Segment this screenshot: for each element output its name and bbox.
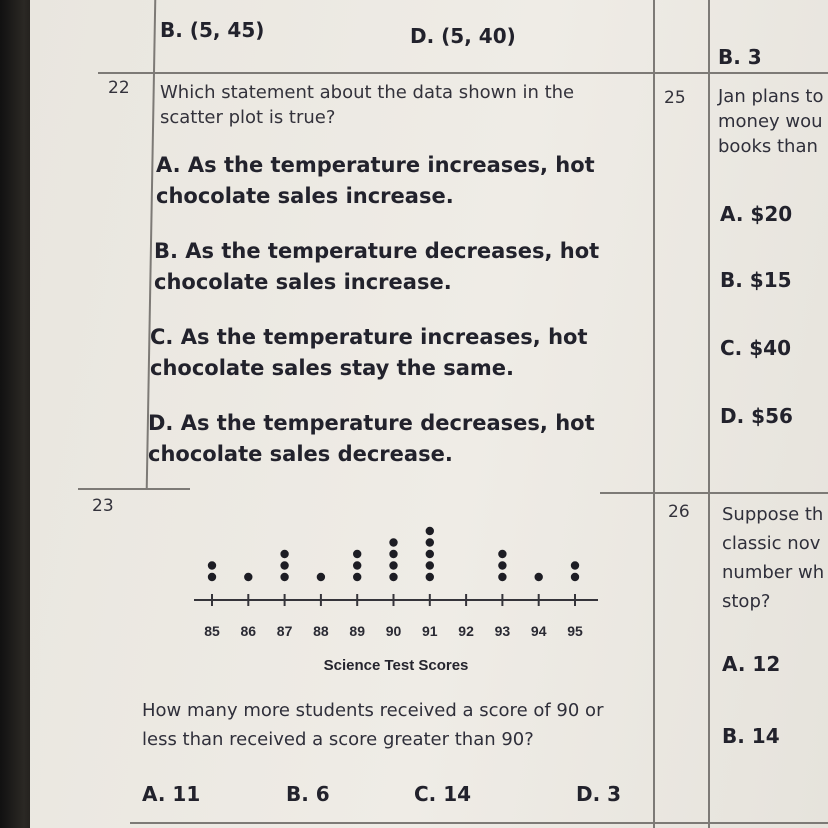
q22-question: Which statement about the data shown in the scatter plot is true? — [160, 82, 575, 128]
tick-label-89: 89 — [349, 623, 365, 639]
q22-option-b[interactable]: B. As the temperature decreases, hot chocolate sales increase. — [154, 239, 600, 294]
row-divider-bottom — [130, 822, 828, 824]
q22-option-c[interactable]: C. As the temperature increases, hot chocolate sales stay the same. — [150, 325, 588, 380]
dot-91-4 — [426, 538, 434, 546]
q22-number: 22 — [108, 78, 130, 98]
dot-90-1 — [389, 573, 397, 581]
tick-label-93: 93 — [494, 623, 511, 639]
q21-choice-b[interactable]: B. (5, 45) — [160, 18, 265, 42]
q22-option-d[interactable]: D. As the temperature decreases, hot chocolate sales decrease. — [148, 411, 595, 466]
column-divider-center — [653, 0, 655, 828]
tick-label-88: 88 — [313, 623, 329, 639]
row-divider-middle-left — [78, 488, 190, 490]
column-divider-right — [708, 0, 710, 828]
tick-label-92: 92 — [458, 623, 474, 639]
q25-text-line-3: books than — [718, 136, 818, 157]
q23-choice-d[interactable]: D. 3 — [576, 782, 622, 806]
dot-93-1 — [498, 573, 506, 581]
q26-number: 26 — [668, 502, 690, 522]
row-divider-middle-right — [600, 492, 828, 494]
dot-87-2 — [280, 561, 288, 569]
q26-text-line-4: stop? — [722, 591, 771, 612]
dot-87-3 — [280, 550, 288, 558]
q22-option-a[interactable]: A. As the temperature increases, hot chocolate sales increase. — [156, 153, 595, 208]
q23-choice-b[interactable]: B. 6 — [286, 782, 330, 806]
q23-choice-c[interactable]: C. 14 — [414, 782, 472, 806]
dot-91-5 — [426, 527, 434, 535]
dot-95-1 — [571, 573, 579, 581]
science-scores-dot-plot — [180, 490, 620, 690]
x-axis-label: Science Test Scores — [323, 657, 469, 674]
dot-85-1 — [208, 573, 216, 581]
tick-label-86: 86 — [240, 623, 257, 639]
tick-label-94: 94 — [530, 623, 547, 639]
dot-87-1 — [280, 573, 288, 581]
q25-text-line-2: money wou — [718, 111, 823, 132]
dot-91-1 — [426, 573, 434, 581]
q26-choice-b[interactable]: B. 14 — [722, 724, 780, 748]
dot-91-3 — [426, 550, 434, 558]
dot-93-3 — [498, 550, 506, 558]
q26-text — [722, 500, 824, 616]
dot-93-2 — [498, 561, 506, 569]
q25-choice-c[interactable]: C. $40 — [720, 336, 791, 360]
q25-text — [718, 84, 824, 159]
tick-label-85: 85 — [204, 623, 220, 639]
tick-label-91: 91 — [422, 623, 438, 639]
q23-question: How many more students received a score of 90 or less than received a score greater than 90? — [142, 700, 604, 750]
row-divider-top — [98, 72, 828, 74]
q26-text-line-1: Suppose th — [722, 504, 824, 525]
q25-number: 25 — [664, 88, 686, 108]
dot-86-1 — [244, 573, 252, 581]
dot-94-1 — [535, 573, 543, 581]
tick-label-90: 90 — [385, 623, 402, 639]
q24-choice-b[interactable]: B. 3 — [718, 45, 762, 69]
q26-choice-a[interactable]: A. 12 — [722, 652, 781, 676]
dot-85-2 — [208, 561, 216, 569]
q21-choice-d[interactable]: D. (5, 40) — [410, 24, 516, 48]
dot-90-3 — [389, 550, 397, 558]
tick-label-95: 95 — [567, 623, 583, 639]
q26-text-line-3: number wh — [722, 562, 825, 583]
dot-90-4 — [389, 538, 397, 546]
q25-choice-b[interactable]: B. $15 — [720, 268, 792, 292]
dot-90-2 — [389, 561, 397, 569]
dot-91-2 — [426, 561, 434, 569]
dot-89-3 — [353, 550, 361, 558]
dot-95-2 — [571, 561, 579, 569]
dot-89-1 — [353, 573, 361, 581]
q25-choice-a[interactable]: A. $20 — [720, 202, 793, 226]
q26-text-line-2: classic nov — [722, 533, 821, 554]
q23-number: 23 — [92, 496, 114, 516]
q25-text-line-1: Jan plans to — [718, 86, 824, 107]
dot-88-1 — [317, 573, 325, 581]
dot-89-2 — [353, 561, 361, 569]
q23-choice-a[interactable]: A. 11 — [142, 782, 201, 806]
tick-label-87: 87 — [276, 623, 293, 639]
q25-choice-d[interactable]: D. $56 — [720, 404, 793, 428]
